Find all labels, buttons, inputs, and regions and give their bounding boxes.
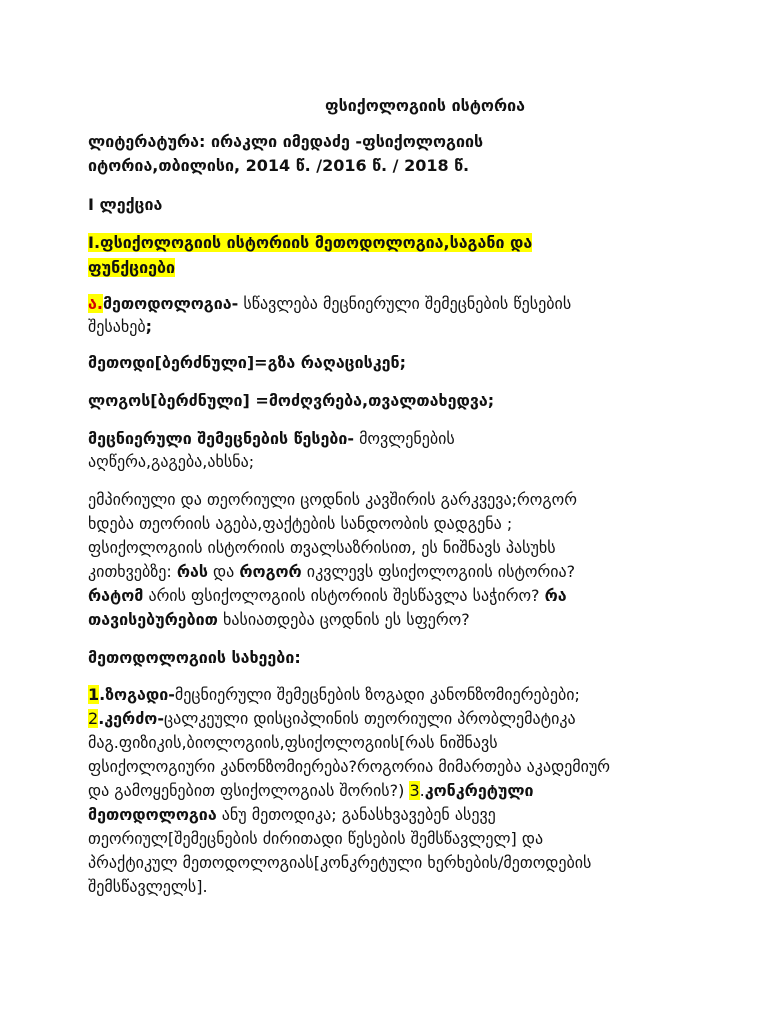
literature-line-1: ლიტერატურა: ირაკლი იმედაძე -ფსიქოლოგიის xyxy=(88,132,484,151)
paragraph-word-taviseburebit: თავისებურებით xyxy=(88,610,218,629)
paragraph-word-ratom: რატომ xyxy=(88,586,144,605)
literature-line-2: იტორია,თბილისი, 2014 წ. /2016 წ. / 2018 წ. xyxy=(88,156,470,175)
rules-line-1 xyxy=(88,427,455,451)
rules-line-2: აღწერა,გაგება,ახსნა; xyxy=(88,452,255,471)
types-line-4: ფსიქოლოგიური კანონზომიერება?როგორია მიმართება აკადემიურ xyxy=(88,757,611,776)
types-line-7: თეორიულ[შემეცნების ძირითადი წესების შემსწავლელ] და xyxy=(88,829,544,848)
type-3-dot: . xyxy=(419,781,425,800)
section-heading-text-2: ფუნქციები xyxy=(88,258,176,277)
paragraph-word-ras: რას xyxy=(176,562,208,581)
section-heading-line-1 xyxy=(88,231,532,255)
methodology-definition-text: სწავლება მეცნიერული შემეცნების წესების xyxy=(238,294,572,313)
metodi-definition: მეთოდი[ბერძნული]=გზა რაღაცისკენ; xyxy=(88,353,406,372)
types-line-5 xyxy=(88,779,534,803)
paragraph-line-3: ფსიქოლოგიის ისტორიის თვალსაზრისით, ეს ნიშნავს პასუხს xyxy=(88,538,556,557)
paragraph-line-4-e: იკვლევს ფსიქოლოგიის ისტორია? xyxy=(301,562,576,581)
types-heading: მეთოდოლოგიის სახეები: xyxy=(88,648,301,667)
types-line-8: პრაქტიკულ მეთოდოლოგიას[კონკრეტული ხერხების/მეთოდების xyxy=(88,853,592,872)
type-number-1: 1 xyxy=(88,685,100,704)
type-1-text: მეცნიერული შემეცნების ზოგადი კანონზომიერებები; xyxy=(174,685,580,704)
type-2-text: ცალკეული დისციპლინის თეორიული პრობლემატიკა xyxy=(163,709,576,728)
rules-text: მოვლენების xyxy=(353,429,455,448)
types-line-6-text: ანუ მეთოდიკა; განასხვავებენ ასევე xyxy=(216,805,496,824)
paragraph-line-2: ხდება თეორიის აგება,ფაქტების სანდოობის დადგენა ; xyxy=(88,514,513,533)
paragraph-line-5 xyxy=(88,584,567,608)
types-line-1 xyxy=(88,683,580,707)
type-3-term: კონკრეტული xyxy=(424,781,534,800)
paragraph-word-rogor: როგორ xyxy=(239,562,302,581)
type-number-3: 3 xyxy=(409,781,420,800)
methodology-definition-text-2: შესახებ xyxy=(88,317,146,336)
type-1-term: .ზოგადი- xyxy=(99,685,175,704)
types-line-3: მაგ.ფიზიკის,ბიოლოგიის,ფსიქოლოგიის[რას ნიშნავს xyxy=(88,733,498,752)
paragraph-line-6-b: ხასიათდება ცოდნის ეს სფერო? xyxy=(217,610,470,629)
types-line-9: შემსწავლელს]. xyxy=(88,877,208,896)
methodology-definition-line-2 xyxy=(88,315,152,339)
paragraph-line-4-c: და xyxy=(207,562,240,581)
paragraph-line-4 xyxy=(88,560,575,584)
logos-definition: ლოგოს[ბერძნული] =მოძღვრება,თვალთახედვა; xyxy=(88,391,495,410)
methodology-marker: ა. xyxy=(88,294,103,313)
paragraph-line-4-a: კითხვებზე: xyxy=(88,562,177,581)
methodology-term: მეთოდოლოგია- xyxy=(102,294,239,313)
type-3-term-2: მეთოდოლოგია xyxy=(88,805,217,824)
lecture-label: I ლექცია xyxy=(88,195,163,214)
type-2-term: .კერძო- xyxy=(98,709,164,728)
types-line-5-text: და გამოყენებით ფსიქოლოგიას შორის?) xyxy=(88,781,410,800)
paragraph-line-1: ემპირიული და თეორიული ცოდნის კავშირის გარკვევა;როგორ xyxy=(88,490,577,509)
methodology-definition-semicolon: ; xyxy=(145,317,153,336)
type-number-2: 2 xyxy=(88,709,99,728)
types-line-2 xyxy=(88,707,576,731)
paragraph-line-5-b: არის ფსიქოლოგიის ისტორიის შესწავლა საჭირო? xyxy=(143,586,545,605)
rules-term: მეცნიერული შემეცნების წესები- xyxy=(88,429,354,448)
paragraph-word-ra: რა xyxy=(544,586,567,605)
section-heading-text-1: I.ფსიქოლოგიის ისტორიის მეთოდოლოგია,საგანი და xyxy=(88,233,533,252)
document-title: ფსიქოლოგიის ისტორია xyxy=(325,96,525,115)
methodology-definition-line-1 xyxy=(88,292,571,316)
section-heading-line-2 xyxy=(88,256,175,280)
paragraph-line-6 xyxy=(88,608,470,632)
types-line-6 xyxy=(88,803,496,827)
